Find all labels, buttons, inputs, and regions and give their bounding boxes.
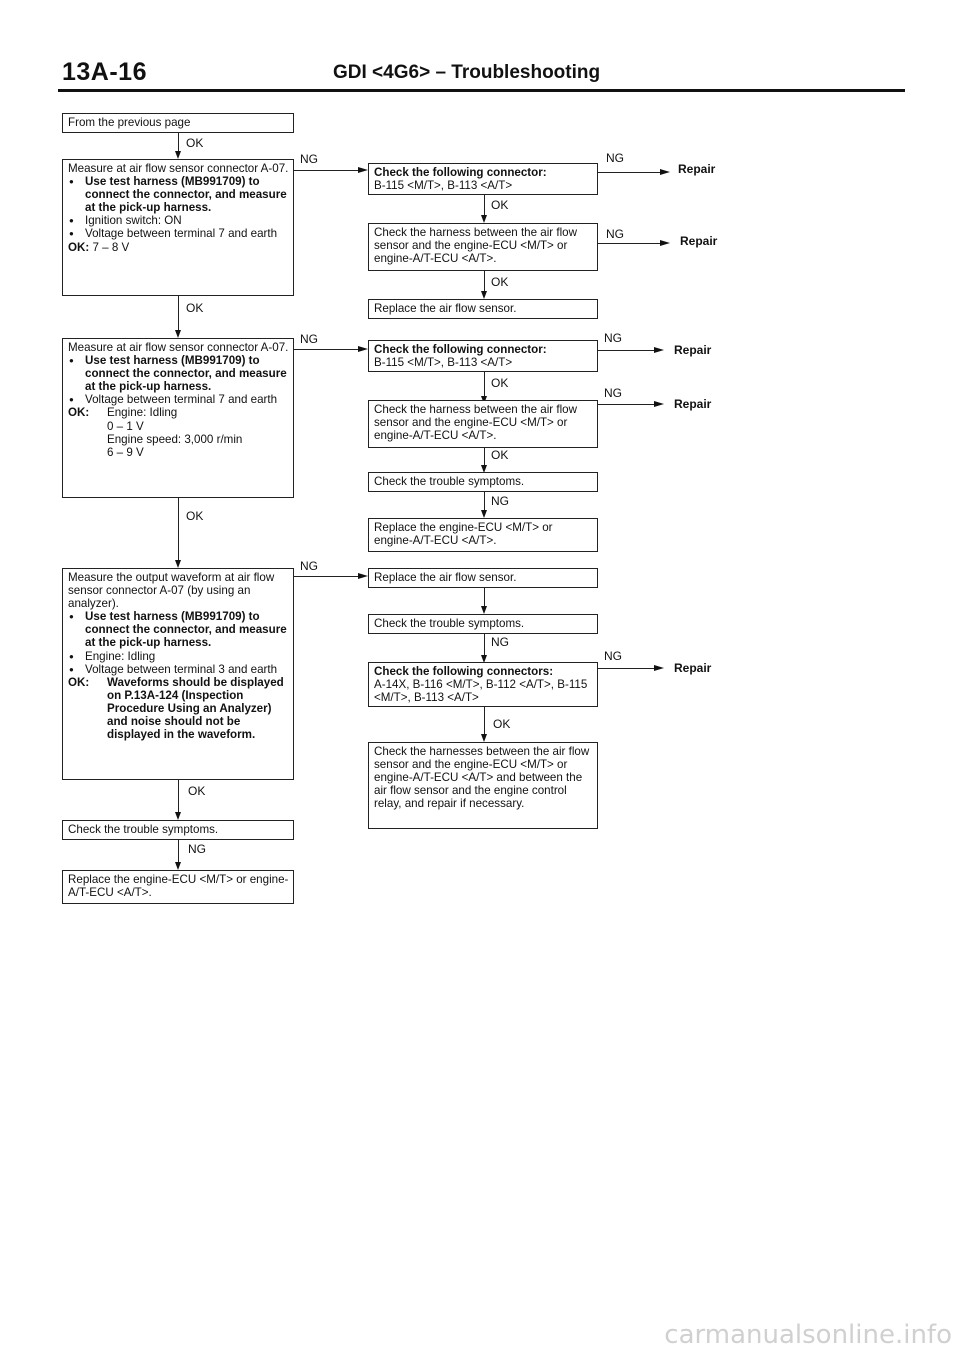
page-number: 13A-16 (62, 58, 147, 86)
repair-label: Repair (674, 661, 712, 675)
ng-link (598, 350, 656, 351)
ok-condition-label: OK: (68, 675, 90, 689)
check-harnesses-box (368, 742, 598, 829)
ng-label: NG (300, 152, 318, 166)
trouble-symptoms-text: Check the trouble symptoms. (374, 475, 525, 488)
repair-label: Repair (674, 343, 712, 357)
replace-sensor-text: Replace the air flow sensor. (374, 571, 517, 584)
arrow-right (660, 169, 670, 175)
connector (484, 195, 485, 215)
arrow-right (358, 573, 368, 579)
connector (484, 492, 485, 510)
ok-label: OK (188, 784, 206, 798)
arrow-right (660, 240, 670, 246)
ng-label: NG (604, 649, 622, 663)
check-connector-box-2 (368, 340, 598, 372)
ok-label: OK (186, 301, 204, 315)
ok-label: OK (491, 198, 509, 212)
measure-box-2 (62, 338, 294, 498)
ng-label: NG (491, 494, 509, 508)
check-harnesses-text: Check the harnesses between the air flow sensor and the engine-ECU <M/T> or engine-A/T-ECU <A/T> and between the air flow sensor and the engine control relay, and repair if necessary. (374, 745, 590, 811)
ng-label: NG (300, 332, 318, 346)
connector (484, 271, 485, 291)
measure-box-1 (62, 159, 294, 296)
arrow-down (481, 734, 487, 742)
connector (178, 498, 179, 560)
check-harness-box-1 (368, 223, 598, 271)
check-connector-heading: Check the following connector: (374, 343, 547, 356)
from-previous-page-box (62, 113, 294, 133)
arrow-down (481, 510, 487, 518)
ok-condition-label: OK: (68, 406, 90, 420)
measure-2-heading: Measure at air flow sensor connector A-07. (68, 341, 289, 354)
trouble-symptoms-box (368, 472, 598, 492)
arrow-down (175, 560, 181, 568)
arrow-down (481, 291, 487, 299)
check-connector-box-1 (368, 163, 598, 195)
connector (178, 133, 179, 152)
ng-label: NG (604, 386, 622, 400)
check-harness-text: Check the harness between the air flow sensor and the engine-ECU <M/T> or engine-A/T-ECU <A/T>. (374, 403, 578, 443)
connector (178, 296, 179, 330)
arrow-down (481, 215, 487, 223)
measure-1-item: ● Use test harness (MB991709) to connect the connector, and measure at the pick-up harness. (68, 175, 289, 214)
ok-condition-line: Engine: Idling (107, 406, 178, 420)
ok-condition-value: 7 – 8 V (92, 240, 130, 254)
page-title: GDI <4G6> – Troubleshooting (333, 62, 601, 83)
from-previous-page-text: From the previous page (68, 116, 191, 129)
ok-label: OK (491, 376, 509, 390)
measure-3-heading: Measure the output waveform at air flow sensor connector A-07 (by using an analyzer). (68, 571, 275, 611)
check-connectors-box (368, 662, 598, 707)
ng-link (598, 172, 662, 173)
measure-1-item: ● Voltage between terminal 7 and earth (68, 227, 289, 240)
repair-label: Repair (678, 162, 716, 176)
arrow-down (175, 330, 181, 338)
arrow-right (654, 401, 664, 407)
ok-label: OK (186, 509, 204, 523)
ok-label: OK (186, 136, 204, 150)
trouble-symptoms-box (368, 614, 598, 634)
measure-3-item: ● Engine: Idling (68, 650, 289, 663)
check-connector-heading: Check the following connector: (374, 166, 547, 179)
connector-list: B-115 <M/T>, B-113 <A/T> (374, 179, 513, 193)
ng-label: NG (606, 227, 624, 241)
repair-label: Repair (680, 234, 718, 248)
ok-condition-value: Waveforms should be displayed on P.13A-124 (Inspection Procedure Using an Analyzer) and noise should not be displayed in the waveform. (107, 675, 284, 742)
arrow-right (654, 347, 664, 353)
replace-sensor-box-2 (368, 568, 598, 588)
replace-sensor-box-1 (368, 299, 598, 319)
measure-1-heading: Measure at air flow sensor connector A-07. (68, 162, 289, 175)
trouble-symptoms-box (62, 820, 294, 840)
arrow-right (358, 346, 368, 352)
connector (484, 588, 485, 606)
connector (484, 448, 485, 465)
ok-condition-label: OK: (68, 240, 90, 254)
ok-condition-line: 6 – 9 V (107, 445, 144, 459)
ok-condition-line: 0 – 1 V (107, 419, 144, 433)
measure-box-3 (62, 568, 294, 780)
replace-sensor-text: Replace the air flow sensor. (374, 302, 517, 315)
measure-2-item: ● Voltage between terminal 7 and earth (68, 393, 289, 406)
ng-link (598, 243, 662, 244)
ng-link (294, 170, 360, 171)
check-harness-text: Check the harness between the air flow sensor and the engine-ECU <M/T> or engine-A/T-ECU <A/T>. (374, 226, 578, 266)
arrow-down (175, 151, 181, 159)
replace-ecu-box (62, 870, 294, 904)
connector (484, 372, 485, 396)
measure-3-item: ● Use test harness (MB991709) to connect the connector, and measure at the pick-up harness. (68, 610, 289, 649)
check-harness-box-2 (368, 400, 598, 448)
measure-2-item: ● Use test harness (MB991709) to connect the connector, and measure at the pick-up harness. (68, 354, 289, 393)
arrow-down (175, 862, 181, 870)
ng-link (598, 404, 656, 405)
ng-label: NG (188, 842, 206, 856)
measure-1-item: ● Ignition switch: ON (68, 214, 289, 227)
watermark: carmanualsonline.info (664, 1320, 952, 1350)
ok-label: OK (491, 448, 509, 462)
ng-link (294, 349, 360, 350)
connector (178, 840, 179, 862)
arrow-down (175, 812, 181, 820)
ok-label: OK (491, 275, 509, 289)
connector-list: A-14X, B-116 <M/T>, B-112 <A/T>, B-115 <M/T>, B-113 <A/T> (374, 678, 588, 705)
ng-label: NG (491, 635, 509, 649)
arrow-right (654, 665, 664, 671)
header-rule (58, 89, 905, 92)
ng-link (598, 668, 656, 669)
ng-label: NG (604, 331, 622, 345)
ng-link (294, 576, 360, 577)
replace-ecu-text: Replace the engine-ECU <M/T> or engine-A/T-ECU <A/T>. (374, 521, 553, 548)
arrow-down (481, 606, 487, 614)
replace-ecu-text: Replace the engine-ECU <M/T> or engine-A/T-ECU <A/T>. (68, 873, 289, 900)
replace-ecu-box (368, 518, 598, 552)
check-connector-heading: Check the following connectors: (374, 665, 554, 678)
arrow-right (358, 167, 368, 173)
connector (484, 634, 485, 655)
ok-condition-line: Engine speed: 3,000 r/min (107, 432, 243, 446)
connector-list: B-115 <M/T>, B-113 <A/T> (374, 356, 513, 370)
ok-label: OK (493, 717, 511, 731)
trouble-symptoms-text: Check the trouble symptoms. (68, 823, 219, 836)
connector (484, 707, 485, 734)
measure-3-item: ● Voltage between terminal 3 and earth (68, 663, 289, 676)
ng-label: NG (606, 151, 624, 165)
ng-label: NG (300, 559, 318, 573)
repair-label: Repair (674, 397, 712, 411)
trouble-symptoms-text: Check the trouble symptoms. (374, 617, 525, 630)
connector (178, 780, 179, 812)
